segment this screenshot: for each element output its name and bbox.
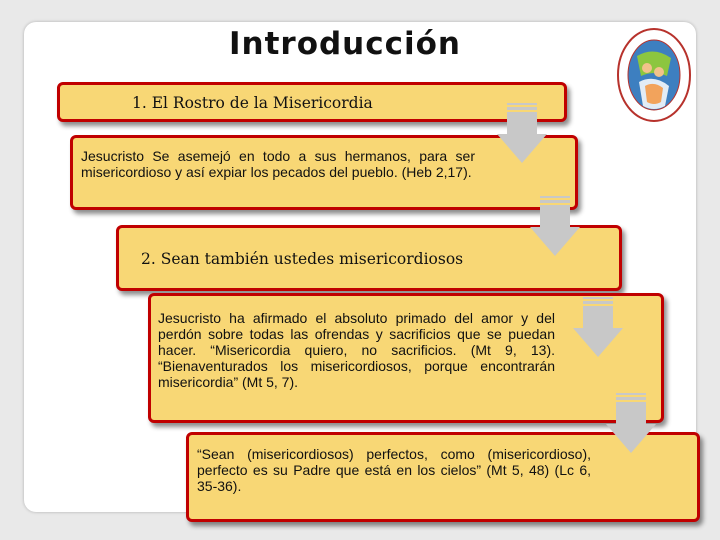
box-rostro-misericordia xyxy=(57,82,567,122)
down-arrow-icon xyxy=(606,393,656,455)
down-arrow-icon xyxy=(497,103,547,165)
slide-title: Introducción xyxy=(228,26,461,62)
box-mt-9-13-text: Jesucristo ha afirmado el absoluto primado del amor y del perdón sobre todas las ofrendas y sacrificios que se puedan hacer. “Misericordia quiero, no sacrificios. (Mt 9, 13). “Bienaventurados los misericordiosos, porque encontrarán misericordia” (Mt 5, 7). xyxy=(158,310,555,390)
box-mt-5-48-text: “Sean (misericordiosos) perfectos, como (misericordioso), perfecto es su Padre que está en los cielos” (Mt 5, 48) (Lc 6, 35-36). xyxy=(197,446,591,494)
box-sean-misericordiosos-text: 2. Sean también ustedes misericordiosos xyxy=(141,250,464,268)
box-rostro-misericordia-text: 1. El Rostro de la Misericordia xyxy=(132,94,373,112)
box-heb-2-17-text: Jesucristo Se asemejó en todo a sus hermanos, para ser misericordioso y así expiar los pecados del pueblo. (Heb 2,17). xyxy=(81,148,475,180)
down-arrow-icon xyxy=(530,196,580,258)
down-arrow-icon xyxy=(573,297,623,359)
jubilee-of-mercy-logo-icon xyxy=(615,26,693,124)
